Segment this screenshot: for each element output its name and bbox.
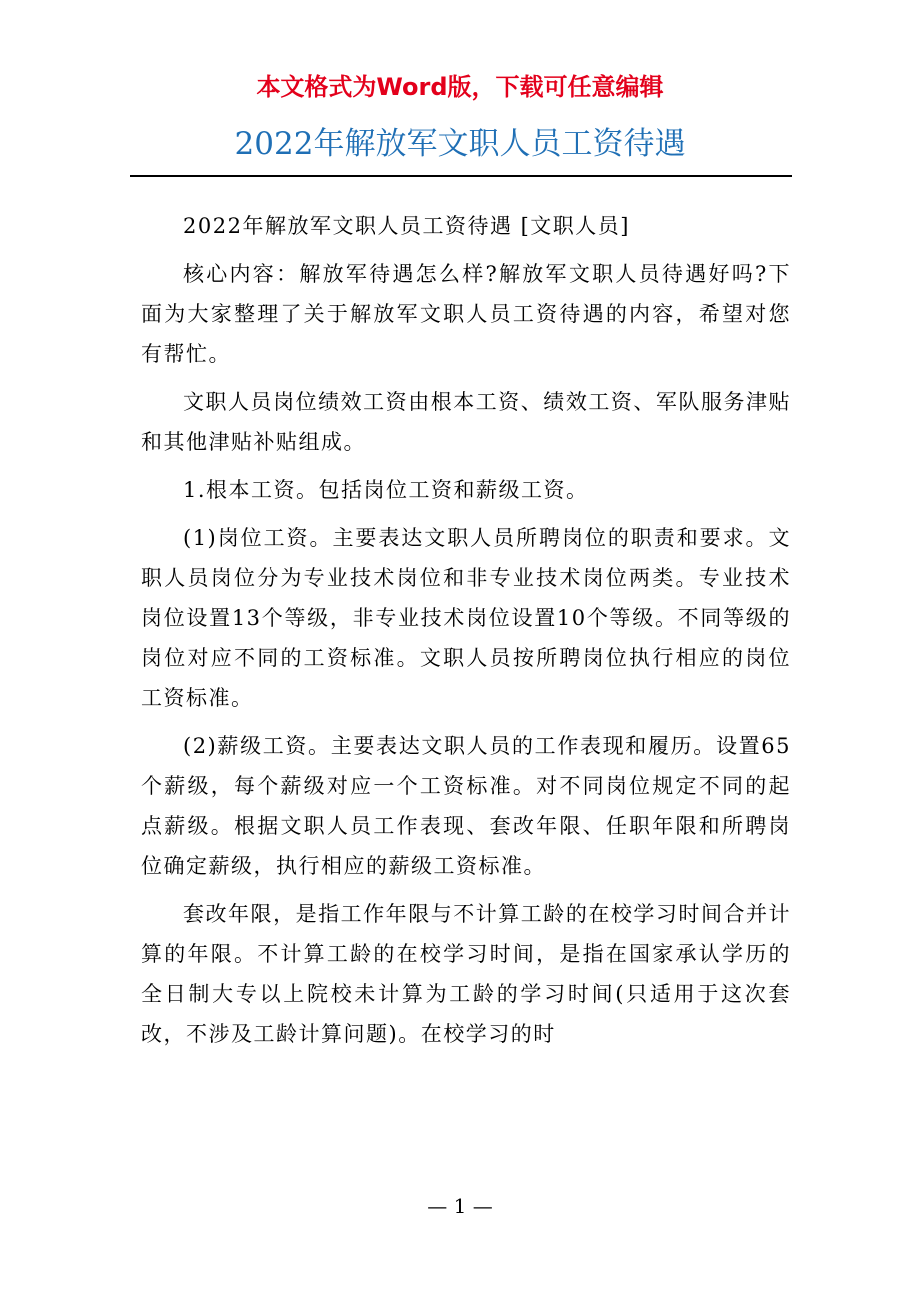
article-subtitle-paragraph: 2022年解放军文职人员工资待遇 [文职人员] — [183, 214, 631, 238]
post-salary-paragraph: (1)岗位工资。主要表达文职人员所聘岗位的职责和要求。文职人员岗位分为专业技术岗位和非专业技术岗位两类。专业技术岗位设置13个等级，非专业技术岗位设置10个等级。不同等级的岗位对应不同的工资标准。文职人员按所聘岗位执行相应的岗位工资标准。 — [141, 526, 791, 710]
page-number: — 1 — — [427, 1194, 493, 1218]
title-divider — [130, 175, 792, 177]
article-body — [141, 206, 791, 1062]
document-title: 2022年解放军文职人员工资待遇 — [234, 126, 686, 162]
composition-paragraph: 文职人员岗位绩效工资由根本工资、绩效工资、军队服务津贴和其他津贴补贴组成。 — [141, 390, 791, 454]
summary-paragraph: 核心内容：解放军待遇怎么样?解放军文职人员待遇好吗?下面为大家整理了关于解放军文职人员工资待遇的内容，希望对您有帮忙。 — [141, 262, 791, 366]
basic-salary-paragraph: 1.根本工资。包括岗位工资和薪级工资。 — [183, 478, 589, 502]
format-notice: 本文格式为Word版，下载可任意编辑 — [256, 73, 664, 101]
grade-salary-paragraph: (2)薪级工资。主要表达文职人员的工作表现和履历。设置65个薪级，每个薪级对应一个工资标准。对不同岗位规定不同的起点薪级。根据文职人员工作表现、套改年限、任职年限和所聘岗位确定薪级，执行相应的薪级工资标准。 — [141, 734, 791, 878]
reform-years-paragraph: 套改年限，是指工作年限与不计算工龄的在校学习时间合并计算的年限。不计算工龄的在校学习时间，是指在国家承认学历的全日制大专以上院校未计算为工龄的学习时间(只适用于这次套改，不涉及工龄计算问题)。在校学习的时 — [141, 902, 791, 1046]
